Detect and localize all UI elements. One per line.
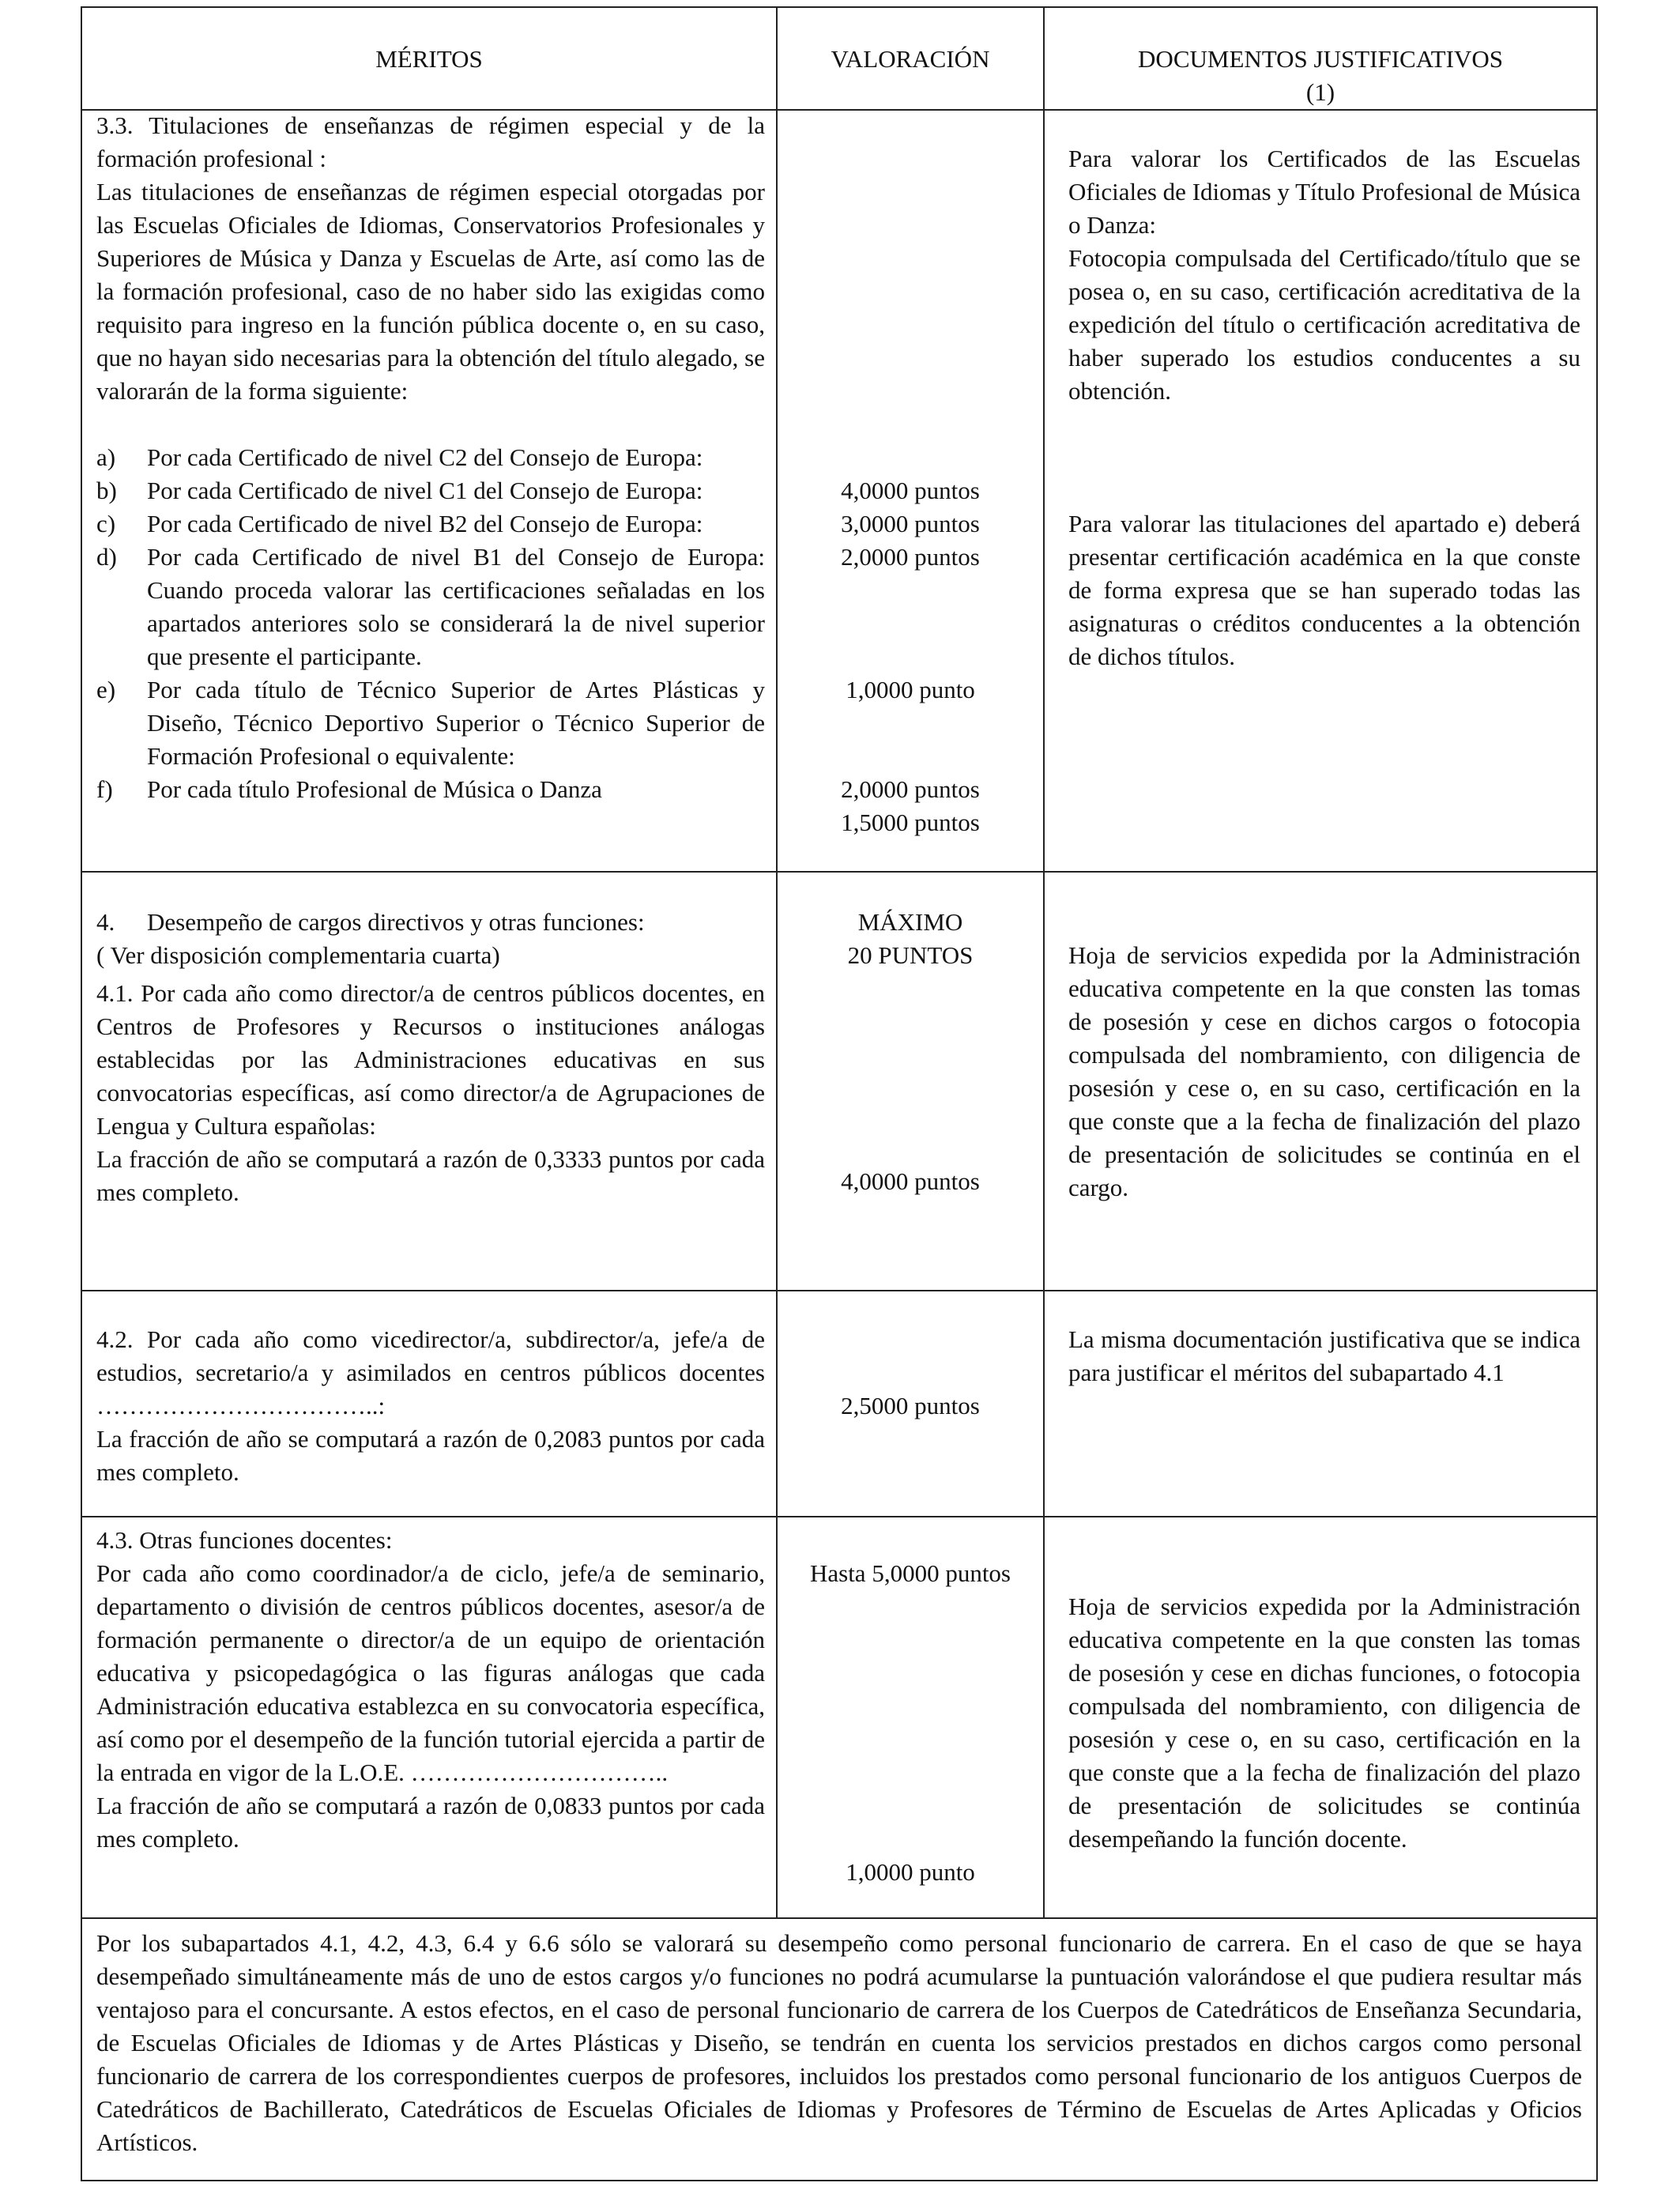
- header-documentos-line2: (1): [1305, 78, 1335, 106]
- row-rule-3-3: [82, 871, 1596, 873]
- section-4-3-title: 4.3. Otras funciones docentes:: [96, 1526, 393, 1554]
- section-4-3-value: 1,0000 punto: [846, 1858, 975, 1886]
- section-4-3-max-value: Hasta 5,0000 puntos: [809, 1559, 1011, 1587]
- list-item: [96, 441, 765, 474]
- footnote-text: Por los subapartados 4.1, 4.2, 4.3, 6.4 y 6.6 sólo se valorará su desempeño como personal funcionario de carrera. En el caso de que se haya desempeñado simultáneamente más de uno de estos cargos y/o funciones no podrá acumularse la puntuación valorándose el que pudiera resultar más ventajoso para el concursante. A estos efectos, en el caso de personal funcionario de carrera de los Cuerpos de Catedráticos de Enseñanza Secundaria, de Escuelas Oficiales de Idiomas y de Artes Plásticas y Diseño, se tendrán en cuenta los servicios prestados en dichos cargos como personal funcionario de carrera de los correspondientes cuerpos de profesores, incluidos los prestados como personal funcionario de los antiguos Cuerpos de Catedráticos de Bachillerato, Catedráticos de Escuelas Oficiales de Idiomas y Profesores de Término de Escuelas de Artes Aplicadas y Oficios Artísticos.: [96, 1929, 1582, 2156]
- value-d: 1,0000 punto: [846, 676, 975, 703]
- section-4-2-documents: La misma documentación justificativa que se indica para justificar el méritos del subapartado 4.1: [1068, 1325, 1580, 1386]
- list-text: Por cada título Profesional de Música o Danza: [147, 775, 602, 803]
- maximo-label: MÁXIMO: [857, 908, 963, 936]
- header-documentos: [1045, 43, 1596, 109]
- list-item: [96, 507, 765, 541]
- section-4-3-fraction: La fracción de año se computará a razón de 0,0833 puntos por cada mes completo.: [96, 1792, 765, 1853]
- section-4-3-text: Por cada año como coordinador/a de ciclo, jefe/a de seminario, departamento o división de centros públicos docentes, asesor/a de formación permanente o director/a de un equipo de orientación educativa y psicopedagógica o las figuras análogas que cada Administración educativa establezca en su convocatoria específica, así como por el desempeño de la función tutorial ejercida a partir de la entrada en vigor de la L.O.E. …………………………..: [96, 1559, 765, 1786]
- section-4-1-value: 4,0000 puntos: [841, 1167, 980, 1195]
- section-4-1-text: 4.1. Por cada año como director/a de centros públicos docentes, en Centros de Profesores y Recursos o instituciones análogas establecidas por las Administraciones educativas en sus convocatorias específicas, así como director/a de Agrupaciones de Lengua y Cultura españolas:: [96, 979, 765, 1140]
- section-3-3-body: Las titulaciones de enseñanzas de régimen especial otorgadas por las Escuelas Oficiales de Idiomas, Conservatorios Profesionales y Superiores de Música y Danza y Escuelas de Arte, así como las de la formación profesional, caso de no haber sido las exigidas como requisito para ingreso en la función pública docente o, en su caso, que no hayan sido necesarias para la obtención del título alegado, se valorarán de la forma siguiente:: [96, 178, 765, 405]
- section-3-3-title: 3.3. Titulaciones de enseñanzas de régimen especial y de la formación profesional :: [96, 111, 765, 172]
- section-4-maximum: [778, 906, 1043, 972]
- section-3-3-documents-e: Para valorar las titulaciones del apartado e) deberá presentar certificación académica en la que conste de forma expresa que se han superado todas las asignaturas o créditos conducentes a la obtención de dichos títulos.: [1068, 510, 1580, 670]
- list-item: [96, 773, 765, 806]
- list-text: Por cada Certificado de nivel B1 del Consejo de Europa: Cuando proceda valorar las certificaciones señaladas en los apartados anteriores solo se considerará la de nivel superior que presente el participante.: [147, 543, 765, 670]
- column-rule-2: [1043, 8, 1045, 1919]
- header-documentos-line1: DOCUMENTOS JUSTIFICATIVOS: [1138, 45, 1503, 73]
- section-4-number: 4.: [96, 908, 115, 936]
- section-4-1-documents: Hoja de servicios expedida por la Administración educativa competente en la que consten las tomas de posesión y cese en dichos cargos o fotocopia compulsada del nombramiento, con diligencia de posesión y cese o, en su caso, certificación en la que conste que a la fecha de finalización del plazo de presentación de solicitudes se continúa en el cargo.: [1068, 941, 1580, 1201]
- value-f: 1,5000 puntos: [841, 809, 980, 836]
- footnote: [96, 1927, 1582, 2159]
- list-text: Por cada Certificado de nivel B2 del Consejo de Europa:: [147, 510, 703, 537]
- list-item: [96, 541, 765, 673]
- maximo-points: 20 PUNTOS: [847, 941, 974, 969]
- documents-fotocopia: Fotocopia compulsada del Certificado/título que se posea o, en su caso, certificación acreditativa de la expedición del título o certificación acreditativa de haber superado los estudios conducentes a su obtención.: [1068, 244, 1580, 405]
- section-4-merits: [96, 906, 765, 1209]
- list-letter: c): [96, 510, 116, 537]
- header-valoracion: VALORACIÓN: [831, 45, 990, 73]
- section-4-2-fraction: La fracción de año se computará a razón de 0,2083 puntos por cada mes completo.: [96, 1425, 765, 1486]
- value-a: 4,0000 puntos: [841, 477, 980, 504]
- row-rule-4-3: [82, 1917, 1596, 1919]
- section-4-3-merits: [96, 1524, 765, 1856]
- section-4-2-value: 2,5000 puntos: [841, 1392, 980, 1419]
- value-c: 2,0000 puntos: [841, 543, 980, 571]
- value-b: 3,0000 puntos: [841, 510, 980, 537]
- header-meritos: MÉRITOS: [375, 45, 483, 73]
- list-letter: f): [96, 775, 113, 803]
- row-rule-4-2: [82, 1516, 1596, 1517]
- list-text: Por cada título de Técnico Superior de Artes Plásticas y Diseño, Técnico Deportivo Superior o Técnico Superior de Formación Profesional o equivalente:: [147, 676, 765, 770]
- list-letter: d): [96, 543, 117, 571]
- row-rule-4-1: [82, 1290, 1596, 1291]
- section-4-heading: [96, 906, 765, 939]
- documents-eoi: Para valorar los Certificados de las Escuelas Oficiales de Idiomas y Título Profesional de Música o Danza:: [1068, 145, 1580, 239]
- section-3-3-documents: [1068, 142, 1580, 408]
- list-text: Por cada Certificado de nivel C2 del Consejo de Europa:: [147, 443, 703, 471]
- section-4-2-merits: [96, 1323, 765, 1489]
- section-4-2-text: 4.2. Por cada año como vicedirector/a, subdirector/a, jefe/a de estudios, secretario/a y asimilados en centros públicos docentes ……………………………..:: [96, 1325, 765, 1419]
- merits-table: [81, 6, 1598, 2181]
- section-3-3-merits: [96, 109, 765, 806]
- section-4-title: Desempeño de cargos directivos y otras funciones:: [147, 908, 645, 936]
- list-item: [96, 673, 765, 773]
- section-4-3-documents: Hoja de servicios expedida por la Administración educativa competente en la que consten las tomas de posesión y cese en dichas funciones, o fotocopia compulsada del nombramiento, con diligencia de posesión y cese o, en su caso, certificación en la que conste que a la fecha de finalización del plazo de presentación de solicitudes se continúa desempeñando la función docente.: [1068, 1593, 1580, 1853]
- list-text: Por cada Certificado de nivel C1 del Consejo de Europa:: [147, 477, 703, 504]
- list-letter: a): [96, 443, 116, 471]
- section-4-subtitle: ( Ver disposición complementaria cuarta): [96, 941, 500, 969]
- list-letter: e): [96, 676, 116, 703]
- list-letter: b): [96, 477, 117, 504]
- list-item: [96, 474, 765, 507]
- value-e: 2,0000 puntos: [841, 775, 980, 803]
- section-4-1-fraction: La fracción de año se computará a razón de 0,3333 puntos por cada mes completo.: [96, 1145, 765, 1206]
